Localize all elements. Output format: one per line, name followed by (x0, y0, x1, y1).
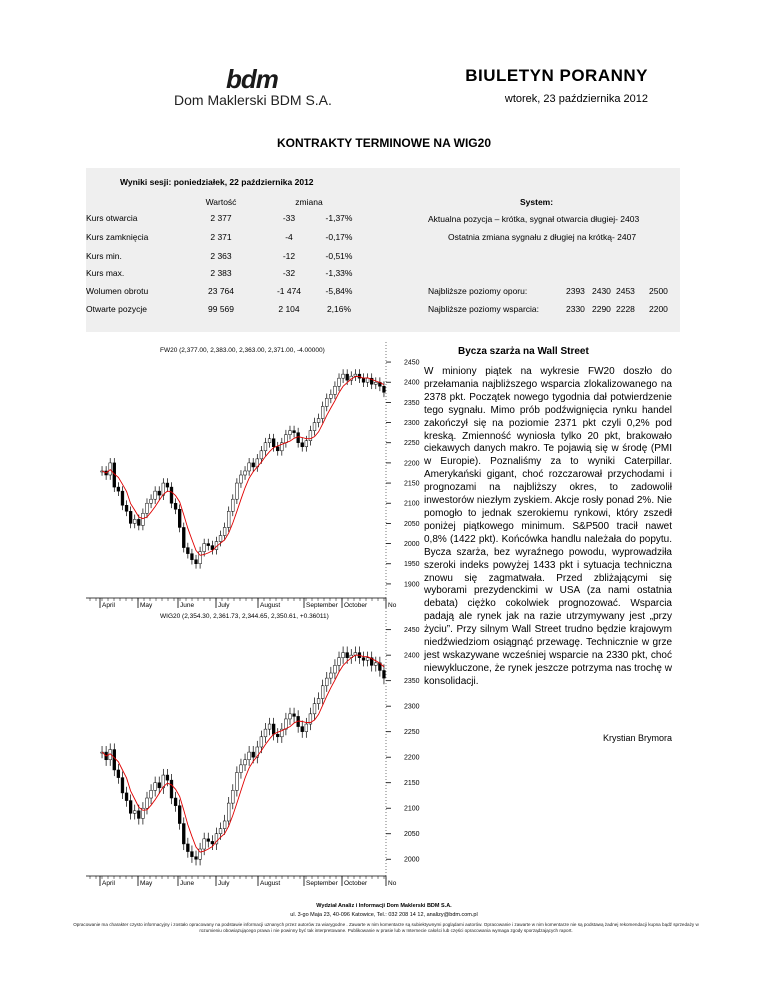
candle-body (170, 780, 173, 798)
bulletin-date: wtorek, 23 października 2012 (504, 93, 648, 105)
candle-body (285, 435, 288, 443)
candle-body (338, 658, 341, 666)
candle-body (170, 487, 173, 503)
candle-body (272, 439, 275, 447)
row-change: -32 (282, 268, 296, 278)
wig20-chart (86, 608, 420, 890)
row-value: 2 363 (210, 251, 232, 261)
candle-body (334, 665, 337, 673)
candle-body (248, 463, 251, 471)
moving-average-line (102, 655, 384, 852)
x-tick-label: June (180, 602, 195, 609)
candle-body (272, 724, 275, 734)
candle-body (329, 394, 332, 398)
candle-body (129, 511, 132, 523)
candle-body (121, 778, 124, 793)
y-tick-label: 2450 (404, 359, 420, 367)
session-results-panel (86, 168, 680, 332)
candle-body (178, 806, 181, 824)
candle-body (252, 752, 255, 757)
support-level: 2228 (616, 304, 635, 314)
row-change-pct: -0,51% (325, 251, 353, 261)
session-label: Wyniki sesji: poniedziałek, 22 października 2012 (120, 177, 314, 187)
candle-body (285, 719, 288, 729)
candle-body (113, 750, 116, 770)
candle-body (240, 765, 243, 773)
support-level: 2290 (592, 304, 611, 314)
candle-body (374, 382, 377, 384)
candle-body (158, 783, 161, 788)
y-tick-label: 2250 (404, 440, 420, 448)
resistance-label: Najbliższe poziomy oporu: (428, 286, 528, 296)
y-tick-label: 2050 (404, 520, 420, 528)
candle-body (354, 374, 357, 376)
candle-body (264, 443, 267, 451)
section-title: KONTRAKTY TERMINOWE NA WIG20 (276, 136, 491, 150)
row-change: 2 104 (278, 304, 300, 314)
candle-body (374, 663, 377, 666)
candle-body (289, 714, 292, 719)
y-tick-label: 2150 (404, 780, 420, 788)
row-change: -4 (285, 232, 293, 242)
candle-body (133, 519, 136, 523)
y-tick-label: 2350 (404, 678, 420, 686)
y-tick-label: 2100 (404, 805, 420, 813)
candle-body (203, 544, 206, 552)
x-tick-label: July (218, 602, 230, 609)
candle-body (207, 544, 210, 546)
candle-body (313, 704, 316, 714)
candle-body (317, 699, 320, 704)
row-change-pct: 2,16% (326, 304, 352, 314)
candle-body (235, 773, 238, 791)
candle-body (146, 503, 149, 513)
article-author: Krystian Brymora (602, 733, 672, 743)
candle-body (191, 554, 194, 560)
candle-body (207, 839, 210, 842)
row-label: Kurs otwarcia (86, 213, 138, 223)
candle-body (366, 378, 369, 382)
x-tick-label: May (140, 880, 153, 887)
y-tick-label: 2100 (404, 500, 420, 508)
y-tick-label: 1900 (404, 581, 420, 589)
row-change-pct: -1,37% (325, 213, 353, 223)
candle-body (383, 670, 386, 678)
row-change-pct: -0,17% (325, 232, 353, 242)
y-tick-label: 2450 (404, 627, 420, 635)
footer-address: ul. 3-go Maja 23, 40-096 Katowice, Tel.: 032 208 14 12, analizy@bdm.com.pl (290, 912, 478, 918)
candle-body (227, 511, 230, 527)
y-tick-label: 2150 (404, 480, 420, 488)
support-level: 2200 (649, 304, 668, 314)
candle-body (244, 471, 247, 475)
x-tick-label: July (218, 880, 230, 887)
candle-body (309, 431, 312, 441)
candle-body (195, 857, 198, 860)
candle-body (244, 760, 247, 765)
candle-body (342, 374, 345, 378)
row-change: -12 (282, 251, 296, 261)
footer-department: Wydział Analiz i Informacji Dom Maklerski BDM S.A. (316, 903, 452, 909)
candle-body (293, 431, 296, 433)
candle-body (211, 841, 214, 844)
row-change: -33 (282, 213, 296, 223)
candle-body (231, 499, 234, 511)
candle-body (146, 798, 149, 808)
row-change-pct: -1,33% (325, 268, 353, 278)
candle-body (334, 386, 337, 394)
candle-body (346, 653, 349, 658)
x-tick-label: April (102, 880, 116, 887)
candle-body (276, 447, 279, 451)
candle-body (133, 811, 136, 814)
candle-body (260, 737, 263, 747)
chart-title: FW20 (2,377.00, 2,383.00, 2,363.00, 2,371.00, -4.00000) (160, 347, 325, 354)
chart-title: WIG20 (2,354.30, 2,361.73, 2,344.65, 2,350.61, +0.36011) (160, 613, 329, 620)
support-level: 2330 (566, 304, 585, 314)
candle-body (321, 406, 324, 418)
y-tick-label: 1950 (404, 561, 420, 569)
candle-body (301, 443, 304, 447)
candle-body (346, 374, 349, 380)
candle-body (154, 783, 157, 791)
candle-body (121, 491, 124, 505)
candle-body (182, 824, 185, 844)
resistance-level: 2453 (616, 286, 635, 296)
candle-body (362, 378, 365, 382)
candle-body (158, 491, 161, 495)
row-label: Kurs min. (86, 251, 122, 261)
y-tick-label: 2000 (404, 856, 420, 864)
candle-body (150, 499, 153, 503)
row-label: Otwarte pozycje (86, 304, 147, 314)
system-position: Aktualna pozycja – krótka, sygnał otwarcia długiej- 2403 (428, 214, 640, 224)
candle-body (125, 505, 128, 511)
y-tick-label: 2300 (404, 420, 420, 428)
candle-body (313, 423, 316, 431)
resistance-level: 2393 (566, 286, 585, 296)
y-tick-label: 2400 (404, 652, 420, 660)
candle-body (325, 678, 328, 686)
company-name: Dom Maklerski BDM S.A. (174, 92, 332, 108)
row-label: Kurs zamknięcia (86, 232, 149, 242)
candle-body (240, 475, 243, 483)
x-tick-label: October (344, 880, 368, 887)
candle-body (338, 378, 341, 386)
candle-body (182, 527, 185, 547)
candle-body (203, 839, 206, 849)
candle-body (268, 724, 271, 729)
candle-body (223, 527, 226, 535)
candle-body (219, 536, 222, 542)
y-tick-label: 2250 (404, 729, 420, 737)
candle-body (129, 801, 132, 814)
candle-body (117, 770, 120, 778)
col-value-header: Wartość (205, 197, 237, 207)
support-label: Najbliższe poziomy wsparcia: (428, 304, 540, 314)
x-tick-label: May (140, 602, 153, 609)
y-tick-label: 2000 (404, 541, 420, 549)
candle-body (195, 560, 198, 564)
candle-body (264, 729, 267, 737)
y-tick-label: 2350 (404, 399, 420, 407)
candle-body (166, 483, 169, 487)
footer-disclaimer: Opracowanie ma charakter czysto informacyjny i zostało opracowany na podstawie informacji uznanych przez autorów za wiarygodne . Zawarte w nim komentarze są subiektywnymi poglądami autorów. Opracowanie i zawarte w nim komentarze nie są podstawą żadnej rekomendacji kupna bądź sprzedaży w rozumieniu obowiązującego prawa i nie powinny być tak interpretowane. Publikowanie w prasie lub w Internecie całości lub części opracowania wymaga zgody sporządzających raport. (73, 922, 699, 933)
resistance-level: 2430 (592, 286, 611, 296)
candle-body (252, 463, 255, 467)
col-system-header: System: (520, 197, 554, 207)
candle-body (301, 727, 304, 732)
x-tick-label: No (388, 880, 397, 887)
candle-body (317, 419, 320, 423)
y-tick-label: 2200 (404, 460, 420, 468)
x-tick-label: August (260, 880, 281, 887)
x-tick-label: August (260, 602, 281, 609)
row-value: 2 383 (210, 268, 232, 278)
x-tick-label: June (180, 880, 195, 887)
row-value: 99 569 (208, 304, 234, 314)
row-value: 23 764 (208, 286, 234, 296)
y-tick-label: 2300 (404, 703, 420, 711)
candle-body (191, 852, 194, 857)
candle-body (137, 811, 140, 819)
candle-body (186, 844, 189, 852)
candle-body (219, 829, 222, 834)
candle-body (366, 658, 369, 661)
candle-body (227, 803, 230, 821)
candle-body (223, 821, 226, 829)
x-tick-label: September (306, 602, 338, 609)
resistance-level: 2500 (649, 286, 668, 296)
candle-body (383, 386, 386, 392)
candle-body (268, 439, 271, 443)
candle-body (166, 775, 169, 780)
candle-body (293, 714, 296, 717)
row-value: 2 371 (210, 232, 232, 242)
row-label: Kurs max. (86, 268, 125, 278)
bulletin-title: BIULETYN PORANNY (465, 66, 648, 85)
y-tick-label: 2400 (404, 379, 420, 387)
candle-body (211, 546, 214, 550)
candle-body (362, 658, 365, 661)
candle-body (260, 451, 263, 459)
candle-body (125, 793, 128, 801)
candle-body (174, 503, 177, 509)
candle-body (137, 519, 140, 525)
candle-body (109, 463, 112, 475)
candle-body (248, 752, 251, 760)
article-body: W miniony piątek na wykresie FW20 doszło do przełamania najbliższego wsparcia zlokalizowanego na 2378 pkt. Początek nowego tygodnia dał potwierdzenie tego sygnału. Mimo prób podźwignięcia rynku handel zakończył się na poziomie 2371 pkt czyli 0,2% pod kreską. Zmienność wyniosła tylko 20 pkt, brakowało ciekawych danych makro. Te pojawią się w środę (PMI w Europie). Poznaliśmy za to wyniki Caterpillar. Amerykański gigant, choć rozczarował przychodami i prognozami na najbliższy okres, to zadowolił inwestorów niezłym zyskiem. Akcje rosły ponad 2%. Nie pomogło to jednak szerokiemu rynkowi, który zszedł poniżej piątkowego minimum. S&P500 tracił nawet 0,8% (1422 pkt). Końcówka handlu należała do popytu. Bycza szarża, bez wyraźnego powodu, wyprowadziła szeroki indeks powyżej 1433 pkt i sytuacja techniczna znowu się zagmatwała. Przed zbliżającymi się wyborami prezydenckimi w USA (za nami ostatnia debata) ciężko cokolwiek prognozować. Wsparcia padają ale rynek jak na razie utrzymywany jest „przy życiu”. Przy silnym Wall Street trudno będzie krajowym niedźwiedziom osiągnąć przewagę. Technicznie w grze jest wskazywane wcześniej wsparcie na 2330 pkt, choć niewykluczone, że rynek jeszcze potrzyma nas trochę w konsolidacji. (424, 366, 672, 687)
candle-body (178, 509, 181, 527)
candle-body (342, 653, 345, 658)
candle-body (174, 798, 177, 806)
y-tick-label: 2050 (404, 831, 420, 839)
article-title: Bycza szarża na Wall Street (458, 346, 589, 357)
x-tick-label: September (306, 880, 338, 887)
candle-body (305, 441, 308, 447)
logo-text: bdm (226, 64, 278, 94)
moving-average-line (102, 377, 384, 556)
x-tick-label: October (344, 602, 368, 609)
x-tick-label: No (388, 602, 397, 609)
candle-body (117, 487, 120, 491)
candle-body (186, 548, 189, 554)
candle-body (231, 790, 234, 803)
candle-body (276, 734, 279, 737)
row-value: 2 377 (210, 213, 232, 223)
x-tick-label: April (102, 602, 116, 609)
row-change-pct: -5,84% (325, 286, 353, 296)
candle-body (289, 431, 292, 435)
fw20-chart (86, 342, 420, 612)
system-last-change: Ostatnia zmiana sygnału z długiej na krótką- 2407 (448, 232, 637, 242)
candle-body (142, 513, 145, 525)
candle-body (297, 433, 300, 443)
candle-body (325, 398, 328, 406)
col-change-header: zmiana (295, 197, 323, 207)
candle-body (235, 483, 238, 499)
row-change: -1 474 (276, 286, 302, 296)
candle-body (329, 673, 332, 678)
candle-body (150, 790, 153, 798)
candle-body (305, 724, 308, 732)
candle-body (321, 686, 324, 699)
candle-body (154, 491, 157, 499)
y-tick-label: 2200 (404, 754, 420, 762)
row-label: Wolumen obrotu (86, 286, 149, 296)
